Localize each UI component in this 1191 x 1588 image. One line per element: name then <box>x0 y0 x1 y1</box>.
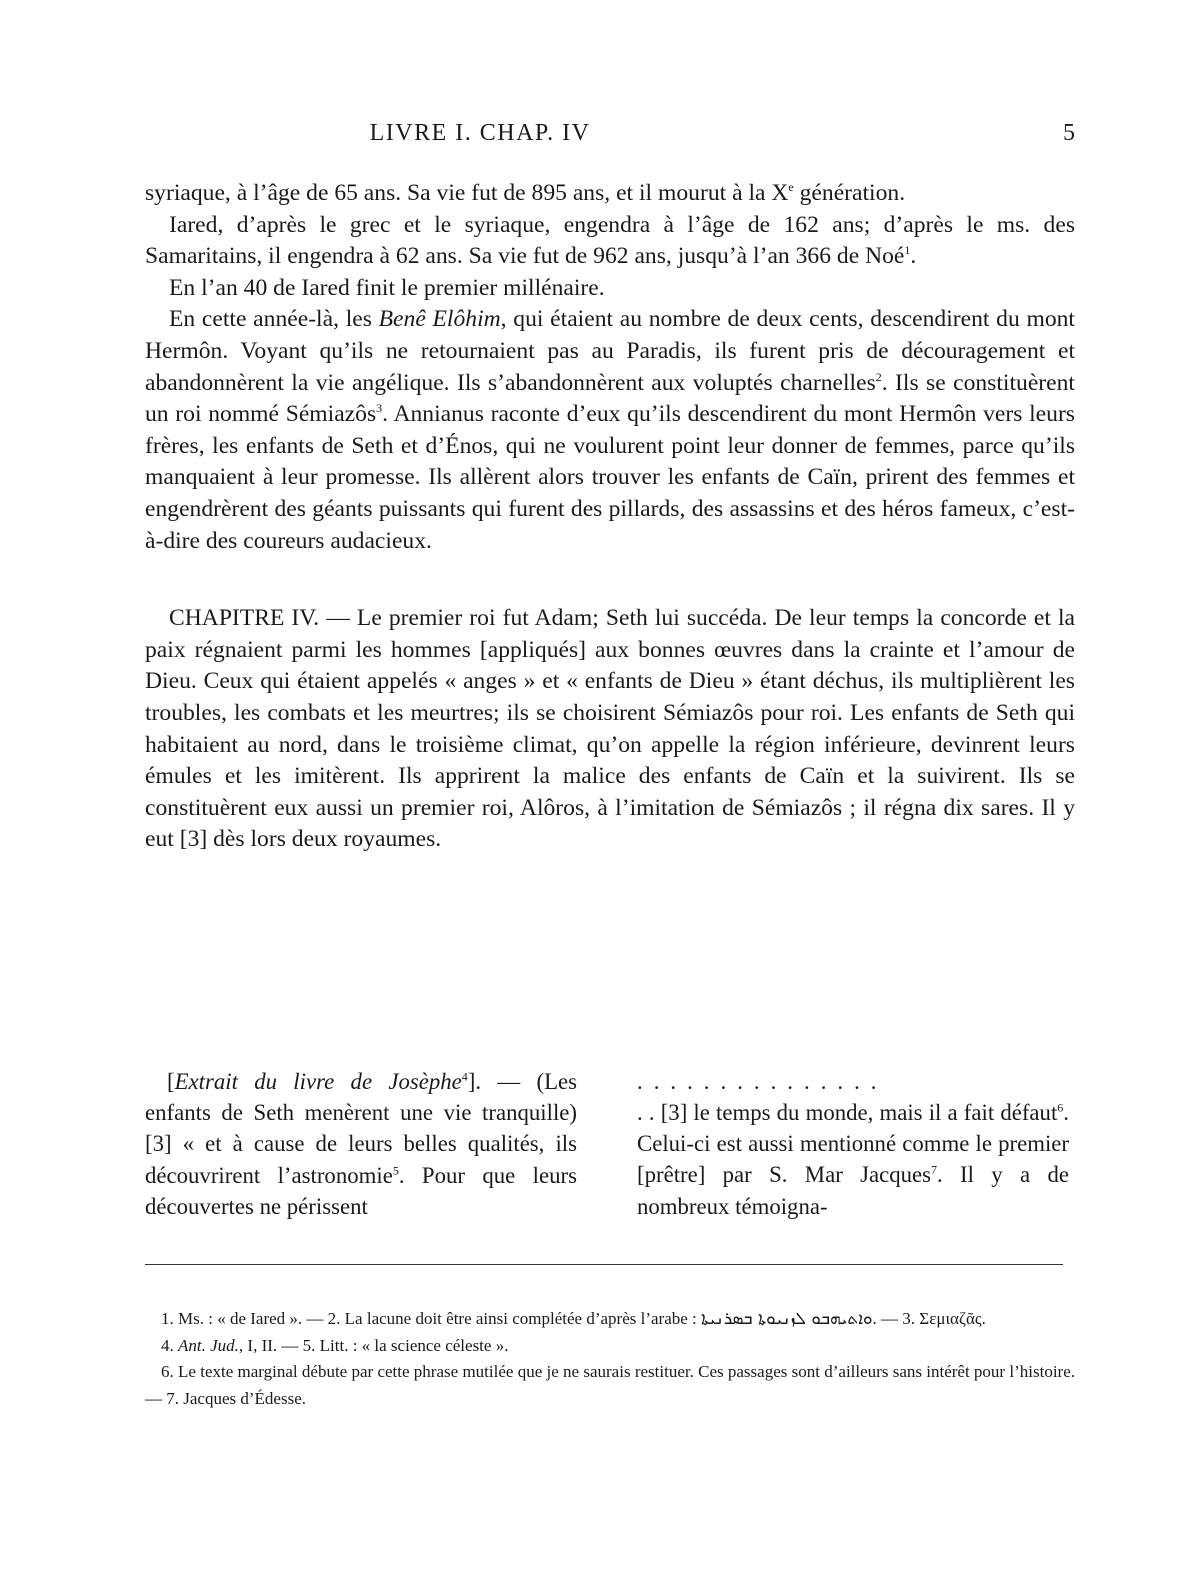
page-number: 5 <box>1063 120 1075 146</box>
footnote-6-7: 6. Le texte marginal débute par cette phrase mutilée que je ne saurais restituer. Ces passages sont d’ailleurs sans intérêt pour l’histoire. — 7. Jacques d’Édesse. <box>145 1362 1075 1408</box>
text-run: . Celui-ci est aussi mentionné comme le premier [prêtre] par S. Mar Jacques <box>637 1100 1069 1188</box>
paragraph-millennium: En l’an 40 de Iared finit le premier millénaire. <box>169 274 605 301</box>
footnotes <box>145 1306 1075 1412</box>
text-run: . <box>910 243 917 270</box>
text-run: ]. — (Les enfants de Seth menèrent une vie tranquille) [3] « et à cause de leurs belles qualités, ils découvrirent l’astronomie <box>145 1069 577 1188</box>
right-column <box>637 1066 1069 1222</box>
lacuna-dots: ............... <box>637 1069 888 1094</box>
superscript: e <box>788 180 794 195</box>
footnote-ref-2: 2 <box>875 369 882 384</box>
footnote-ref-3: 3 <box>376 401 383 416</box>
text-run: . Ils se constituèrent un roi nommé Sémiazôs <box>145 369 1075 428</box>
text-run: syriaque, à l’âge de 65 ans. Sa vie fut de 895 ans, et il mourut à la X <box>145 180 789 206</box>
paragraph-bene-elohim <box>145 304 1075 557</box>
paragraph-continuation <box>145 178 1075 210</box>
text-run: 4. <box>161 1335 178 1355</box>
text-run: 1. Ms. : « de Iared ». — 2. La lacune doit être ainsi complétée d’après l’arabe : <box>161 1309 702 1328</box>
footnote-ref-1: 1 <box>904 243 911 258</box>
footnote-ref-7: 7 <box>931 1162 938 1177</box>
left-column-text <box>145 1066 577 1222</box>
italic-citation: Ant. Jud. <box>178 1335 239 1355</box>
text-run: . . [3] le temps du monde, mais il a fait défaut <box>637 1100 1058 1125</box>
text-run: . Pour que leurs découvertes ne périssent <box>145 1162 577 1219</box>
text-run: En cette année-là, les <box>169 306 379 333</box>
text-run: . Il y a de nombreux témoigna- <box>637 1162 1069 1219</box>
footnote-ref-5: 5 <box>392 1163 399 1178</box>
paragraph-iared <box>145 210 1075 273</box>
running-head <box>145 120 1075 150</box>
footnote-ref-4: 4 <box>461 1069 468 1084</box>
left-column <box>145 1066 577 1222</box>
footnote-4-5 <box>145 1333 1075 1360</box>
text-run: . — 3. Σεμιαζᾶς. <box>872 1309 986 1328</box>
text-run: , I, II. — 5. Litt. : « la science céleste ». <box>238 1335 509 1355</box>
italic-source-title: Extrait du livre de Josèphe <box>174 1069 462 1094</box>
chapter-iv-paragraph: CHAPITRE IV. — Le premier roi fut Adam; Seth lui succéda. De leur temps la concorde et la paix régnaient parmi les hommes [appliqués] aux bonnes œuvres dans la crainte et l’amour de Dieu. Ceux qui étaient appelés « anges » et « enfants de Dieu » étant déchus, ils multiplièrent les troubles, les combats et les meurtres; ils se choisirent Sémiazôs pour roi. Les enfants de Seth qui habitaient au nord, dans le troisième climat, qu’on appelle la région inférieure, devinrent leurs émules et les imitèrent. Ils apprirent la malice des enfants de Caïn et la suivirent. Ils se constituèrent eux aussi un premier roi, Alôros, à l’imitation de Sémiazôs ; il régna dix sares. Il y eut [3] dès lors deux royaumes. <box>145 605 1075 853</box>
text-run: [ <box>167 1069 175 1094</box>
two-column-section <box>145 1066 1075 1226</box>
text-run: . Annianus raconte d’eux qu’ils descendirent du mont Hermôn vers leurs frères, les enfants de Seth et d’Énos, qui ne voulurent point leur donner de femmes, parce qu’ils manquaient à leur promesse. Ils allèrent alors trouver les enfants de Caïn, prirent des femmes et engendrèrent des géants puissants qui furent des pillards, des assassins et des héros fameux, c’est-à-dire des coureurs audacieux. <box>145 401 1075 554</box>
footnote-1-2-3 <box>145 1306 1075 1333</box>
italic-term: Benê Elôhim <box>378 306 501 333</box>
text-run: génération. <box>793 180 906 206</box>
footnote-ref-6: 6 <box>1057 1100 1064 1115</box>
text-run: , qui étaient au nombre de deux cents, descendirent du mont Hermôn. Voyant qu’ils ne retournaient pas au Paradis, ils furent pris de découragement et abandonnèrent la vie angélique. Ils s’abandonnèrent aux voluptés charnelles <box>145 306 1075 396</box>
running-title: LIVRE I. CHAP. IV <box>369 120 591 146</box>
main-text <box>145 178 1075 856</box>
right-column-text <box>637 1097 1069 1222</box>
footnote-rule <box>145 1264 1063 1265</box>
text-run: Iared, d’après le grec et le syriaque, engendra à l’âge de 162 ans; d’après le ms. des Samaritains, il engendra à 62 ans. Sa vie fut de 962 ans, jusqu’à l’an 366 de Noé <box>145 211 1075 270</box>
syriac-text: ܘܐܬܝܗܒܘ ܠܙܢܝܘܬܐ ܒܣܪܢܝܬܐ <box>701 1309 873 1329</box>
